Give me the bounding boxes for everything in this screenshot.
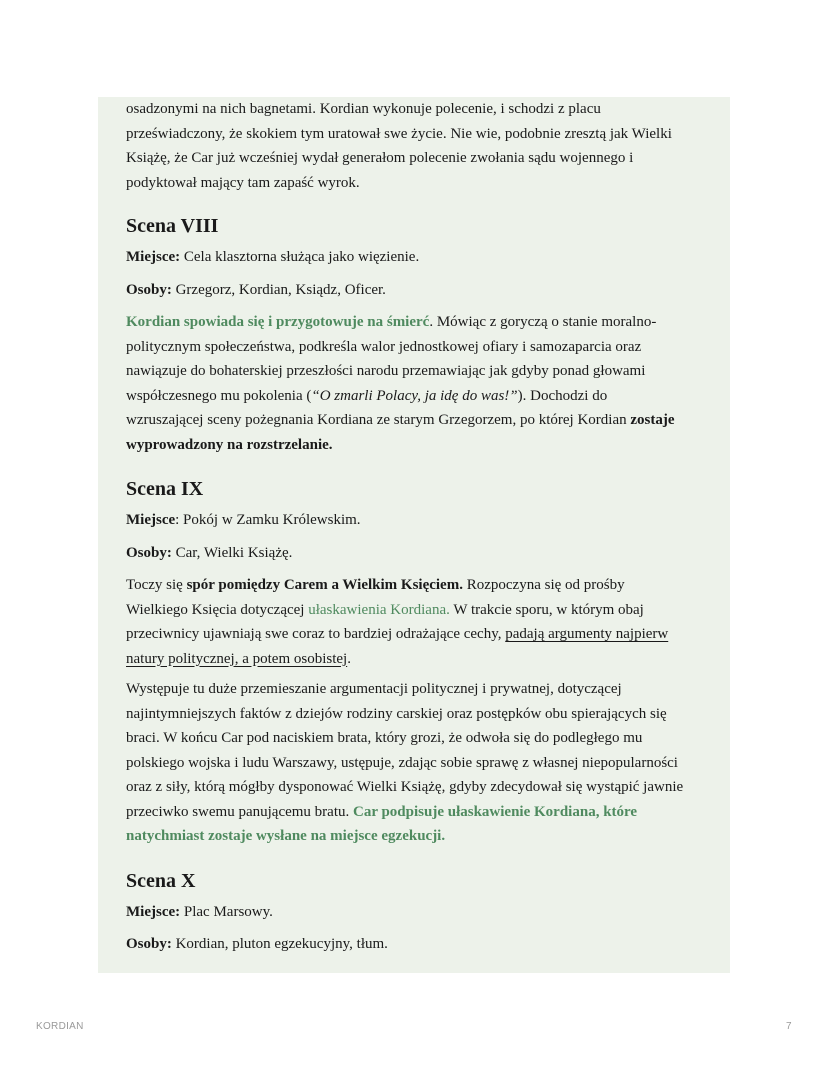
text-span: Wielkiego Księcia dotyczącej xyxy=(126,601,309,618)
footer-title: KORDIAN xyxy=(36,1021,84,1032)
highlight-text: ułaskawienia Kordiana. xyxy=(308,601,450,618)
text-span: W trakcie sporu, w którym obaj xyxy=(449,601,644,618)
place-value: : Pokój w Zamku Królewskim. xyxy=(175,512,361,528)
text-span: wzruszającej sceny pożegnania Kordiana ze starym Grzegorzem, po której Kordian xyxy=(126,412,631,428)
scene-10-persons xyxy=(126,932,730,957)
text-line: przeświadczony, że skokiem tym uratował swe życie. Nie wie, podobnie zresztą jak Wielki xyxy=(126,125,672,142)
scene-8-heading: Scena VIII xyxy=(126,215,219,237)
text-span: ). Dochodzi do xyxy=(517,387,608,404)
scene-8-paragraph xyxy=(126,310,730,457)
text-line: oraz z siły, którą mógłby dysponować Wielki Książę, gdyby zdecydował się wystąpić jawnie xyxy=(126,779,684,795)
place-value: Cela klasztorna służąca jako więzienie. xyxy=(180,249,420,265)
text-span: współczesnego mu pokolenia ( xyxy=(126,387,312,404)
bold-text: spór pomiędzy Carem a Wielkim Księciem. xyxy=(186,577,463,593)
text-line: najintymniejszych faktów z dziejów rodziny carskiej oraz postępków obu spierających się xyxy=(126,705,667,722)
scene-8-persons xyxy=(126,278,730,303)
intro-paragraph xyxy=(126,97,730,195)
persons-value: Car, Wielki Książę. xyxy=(171,544,293,561)
highlight-text: natychmiast zostaje wysłane na miejsce egzekucji. xyxy=(126,828,446,844)
underlined-text: natury politycznej, a potem osobistej xyxy=(126,650,348,667)
place-label: Miejsce: xyxy=(126,249,181,265)
persons-label: Osoby: xyxy=(126,544,172,561)
bold-text: wyprowadzony na rozstrzelanie. xyxy=(126,436,333,453)
scene-9-paragraph-2 xyxy=(126,677,730,849)
scene-9-heading: Scena IX xyxy=(126,478,204,500)
page-number: 7 xyxy=(786,1021,792,1032)
persons-label: Osoby: xyxy=(126,281,172,298)
content-panel xyxy=(98,97,730,973)
underlined-text: padają argumenty najpierw xyxy=(505,626,669,642)
scene-9-persons xyxy=(126,541,730,566)
persons-label: Osoby: xyxy=(126,936,172,952)
highlight-text: Kordian spowiada się i przygotowuje na śmierć xyxy=(126,314,430,330)
scene-8-place xyxy=(126,245,730,270)
persons-value: Kordian, pluton egzekucyjny, tłum. xyxy=(171,936,388,952)
place-label: Miejsce xyxy=(126,512,176,528)
text-span: . xyxy=(347,650,351,667)
scene-9-paragraph-1 xyxy=(126,573,730,671)
text-line: Książę, że Car już wcześniej wydał generałom polecenie zwołania sądu wojennego i xyxy=(126,150,634,166)
scene-10-heading: Scena X xyxy=(126,869,196,892)
text-line: braci. W końcu Car pod naciskiem brata, który grozi, że odwoła się do podległego mu xyxy=(126,730,643,746)
scene-9-place xyxy=(126,508,730,533)
text-line: podyktował mający tam zapaść wyrok. xyxy=(126,174,360,191)
text-line: politycznym społeczeństwa, podkreśla walor jednostkowej ofiary i samozaparcia oraz xyxy=(126,338,642,355)
text-line: osadzonymi na nich bagnetami. Kordian wykonuje polecenie, i schodzi z placu xyxy=(126,101,601,117)
text-line: nawiązuje do bohaterskiej przeszłości narodu przemawiając jak gdyby ponad głowami xyxy=(126,363,646,379)
text-span: Rozpoczyna się od prośby xyxy=(462,577,625,593)
highlight-text: Car podpisuje ułaskawienie Kordiana, które xyxy=(353,803,638,820)
text-span: . Mówiąc z goryczą o stanie moralno- xyxy=(429,314,657,330)
place-label: Miejsce: xyxy=(126,903,181,920)
persons-value: Grzegorz, Kordian, Ksiądz, Oficer. xyxy=(171,281,386,298)
scene-10-place xyxy=(126,900,730,925)
place-value: Plac Marsowy. xyxy=(180,903,273,920)
text-span: Toczy się xyxy=(126,577,187,593)
text-line: polskiego wojska i ludu Warszawy, ustępuje, zdając sobie sprawę z własnej niepopularności xyxy=(126,754,678,771)
bold-text: zostaje xyxy=(630,412,675,428)
text-line: Występuje tu duże przemieszanie argumentacji politycznej i prywatnej, dotyczącej xyxy=(126,681,622,697)
quote-text: “O zmarli Polacy, ja idę do was!” xyxy=(311,387,518,404)
text-span: przeciwko swemu panującemu bratu. xyxy=(126,803,353,820)
text-span: przeciwnicy ujawniają swe coraz to bardziej odrażające cechy, xyxy=(126,626,506,642)
